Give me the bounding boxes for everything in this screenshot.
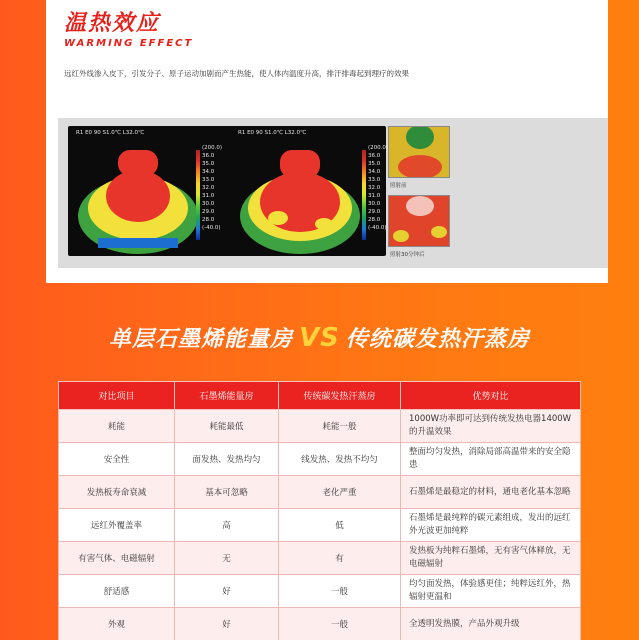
cell-carbon: 老化严重 (279, 476, 401, 509)
neck-thermal-after-image (388, 195, 450, 247)
section-subtitle: WARMING EFFECT (64, 38, 194, 49)
warming-effect-panel (46, 0, 608, 283)
headline-vs: VS (299, 323, 340, 353)
temperature-scale-right: (200.0) 36.0 35.0 34.0 33.0 32.0 31.0 30.0 29.0 28.0 (-40.0) (368, 145, 389, 231)
cell-advantage: 均匀面发热，体验感更佳；纯粹远红外，热辐射更温和 (401, 575, 581, 608)
cell-carbon: 一般 (279, 608, 401, 640)
headline-right: 传统碳发热汗蒸房 (345, 327, 530, 352)
header-carbon: 传统碳发热汗蒸房 (279, 382, 401, 410)
table-header-row (59, 382, 581, 410)
header-graphene: 石墨烯能量房 (175, 382, 279, 410)
caption-before: 照射前 (390, 183, 407, 189)
cell-carbon: 一般 (279, 575, 401, 608)
comparison-table-container (58, 381, 580, 640)
table-row (59, 542, 581, 575)
section-title: 温热效应 (64, 11, 161, 36)
cell-advantage: 整面均匀发热，消除局部高温带来的安全隐患 (401, 443, 581, 476)
cell-item: 发热板寿命衰减 (59, 476, 175, 509)
thermal-header-right: R1 E0 90 S1.0℃ L32.0℃ (238, 130, 307, 136)
neck-thermal-comparison (388, 126, 452, 264)
header-item: 对比项目 (59, 382, 175, 410)
cell-carbon: 耗能一般 (279, 410, 401, 443)
temperature-scale-bar-right (362, 150, 366, 240)
cell-graphene: 基本可忽略 (175, 476, 279, 509)
cell-advantage: 全透明发热膜，产品外观升级 (401, 608, 581, 640)
cell-carbon: 线发热、发热不均匀 (279, 443, 401, 476)
table-row (59, 509, 581, 542)
cell-graphene: 面发热、发热均匀 (175, 443, 279, 476)
table-row (59, 476, 581, 509)
cell-graphene: 无 (175, 542, 279, 575)
table-row (59, 575, 581, 608)
headline-left: 单层石墨烯能量房 (109, 327, 294, 352)
header-advantage: 优势对比 (401, 382, 581, 410)
cell-item: 远红外覆盖率 (59, 509, 175, 542)
section-description: 远红外线渗入皮下，引发分子、原子运动加剧而产生热能，使人体内温度升高，排汗排毒起到理疗的效果 (64, 69, 409, 78)
cell-advantage: 发热板为纯粹石墨烯，无有害气体释放，无电磁辐射 (401, 542, 581, 575)
cell-item: 安全性 (59, 443, 175, 476)
thermal-comparison-image (68, 126, 389, 256)
cell-graphene: 耗能最低 (175, 410, 279, 443)
comparison-table (58, 381, 581, 640)
table-row (59, 443, 581, 476)
table-row (59, 608, 581, 640)
cell-item: 外观 (59, 608, 175, 640)
cell-advantage: 石墨烯是最纯粹的碳元素组成，发出的远红外光波更加纯粹 (401, 509, 581, 542)
cell-item: 舒适感 (59, 575, 175, 608)
comparison-headline (0, 322, 639, 353)
cell-graphene: 好 (175, 575, 279, 608)
cell-graphene: 高 (175, 509, 279, 542)
cell-graphene: 好 (175, 608, 279, 640)
thermal-bodies-illustration (68, 126, 386, 256)
neck-thermal-before-image (388, 126, 450, 178)
cell-advantage: 石墨烯是最稳定的材料，通电老化基本忽略 (401, 476, 581, 509)
thermal-image-figure (58, 118, 608, 268)
cell-item: 有害气体、电磁辐射 (59, 542, 175, 575)
temperature-scale-left: (200.0) 36.0 35.0 34.0 33.0 32.0 31.0 30.0 29.0 28.0 (-40.0) (202, 145, 223, 231)
thermal-header-left: R1 E0 90 S1.0℃ L32.0℃ (76, 130, 145, 136)
cell-carbon: 有 (279, 542, 401, 575)
cell-item: 耗能 (59, 410, 175, 443)
caption-after: 照射30分钟后 (390, 252, 425, 258)
cell-advantage: 1000W功率即可达到传统发热电器1400W的升温效果 (401, 410, 581, 443)
cell-carbon: 低 (279, 509, 401, 542)
table-row (59, 410, 581, 443)
temperature-scale-bar-left (196, 150, 200, 240)
